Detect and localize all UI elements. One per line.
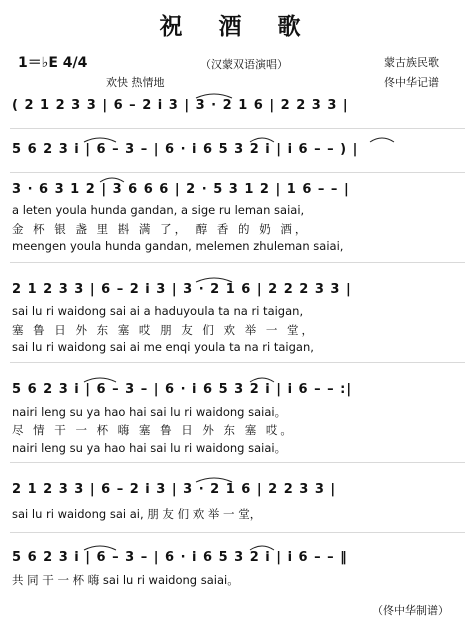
lyric-line: 共 同 干 一 杯 嗨 sai lu ri waidong saiai。 [12, 573, 239, 587]
lyric-line: a leten youla hunda gandan, a sige ru leman saiai, [12, 203, 305, 217]
genre-label: 蒙古族民歌 [384, 56, 439, 69]
slur-mark [370, 138, 394, 142]
notation-line-6: 2 1 2 3 3 | 6 – 2 i 3 | 3 · 2 1 6 | 2 2 3 3 | [12, 482, 337, 497]
lyric-line: 金 杯 银 盏 里 斟 满 了， 醇 香 的 奶 酒， [12, 222, 310, 236]
notation-line-2: 5 6 2 3 i | 6 – 3 – | 6 · i 6 5 3 2 i | i 6 – – ) | [12, 142, 359, 157]
song-subtitle: （汉蒙双语演唱） [200, 58, 288, 71]
lyric-line: nairi leng su ya hao hai sai lu ri waidong saiai。 [12, 441, 287, 455]
lyric-line: 尽 情 干 一 杯 嗨 塞 鲁 日 外 东 塞 哎。 [12, 423, 295, 437]
notation-line-5: 5 6 2 3 i | 6 – 3 – | 6 · i 6 5 3 2 i | i 6 – – :| [12, 382, 353, 397]
lyric-line: meengen youla hunda gandan, melemen zhuleman saiai, [12, 239, 344, 253]
notation-line-4: 2 1 2 3 3 | 6 – 2 i 3 | 3 · 2 1 6 | 2 2 2 3 3 | [12, 282, 352, 297]
notation-line-7: 5 6 2 3 i | 6 – 3 – | 6 · i 6 5 3 2 i | i 6 – – ‖ [12, 550, 348, 565]
song-title: 祝 酒 歌 [159, 14, 315, 40]
key-signature: 1＝♭E 4/4 [18, 55, 88, 71]
tempo-marking: 欢快 热情地 [106, 76, 165, 89]
lyric-line: sai lu ri waidong sai ai me enqi youla ta na ri taigan, [12, 340, 314, 354]
staff-divider [10, 262, 465, 263]
staff-divider [10, 128, 465, 129]
lyric-line: 塞 鲁 日 外 东 塞 哎 朋 友 们 欢 举 一 堂， [12, 323, 317, 337]
lyric-line: sai lu ri waidong sai ai, 朋 友 们 欢 举 一 堂， [12, 507, 262, 521]
staff-divider [10, 462, 465, 463]
staff-divider [10, 172, 465, 173]
notation-line-1: ( 2 1 2 3 3 | 6 – 2 i 3 | 3 · 2 1 6 | 2 2 3 3 | [12, 98, 349, 113]
engraver-credit: （佟中华制谱） [372, 604, 449, 617]
lyric-line: sai lu ri waidong sai ai a haduyoula ta na ri taigan, [12, 304, 304, 318]
transcriber-credit: 佟中华记谱 [384, 76, 439, 89]
staff-divider [10, 532, 465, 533]
lyric-line: nairi leng su ya hao hai sai lu ri waidong saiai。 [12, 405, 287, 419]
notation-line-3: 3 · 6 3 1 2 | 3 6 6 6 | 2 · 5 3 1 2 | 1 6 – – | [12, 182, 350, 197]
staff-divider [10, 362, 465, 363]
